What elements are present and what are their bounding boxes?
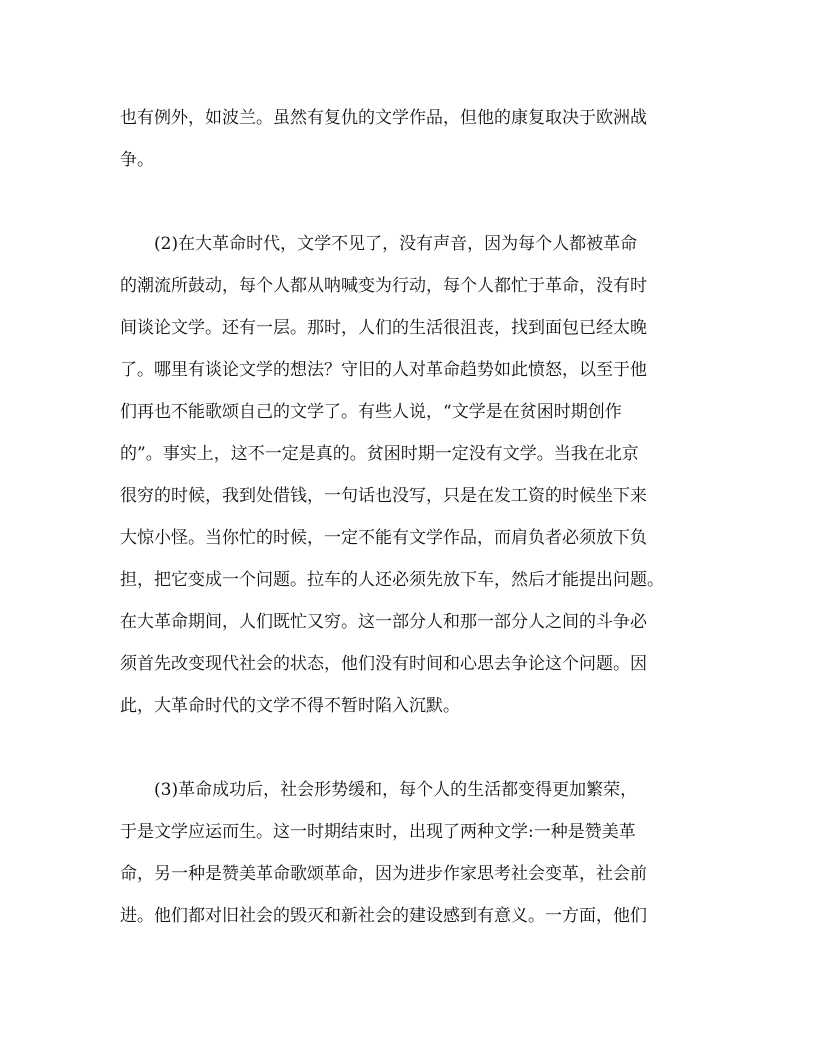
text-line: 争。 <box>120 150 154 170</box>
text-line: 间谈论文学。还有一层。那时，人们的生活很沮丧，找到面包已经太晚 <box>120 318 647 338</box>
text-line: 很穷的时候，我到处借钱，一句话也没写，只是在发工资的时候坐下来 <box>120 486 647 506</box>
text-line: 在大革命期间，人们既忙又穷。这一部分人和那一部分人之间的斗争必 <box>120 612 647 632</box>
text-line: 们再也不能歌颂自己的文学了。有些人说，“文学是在贫困时期创作 <box>120 402 622 422</box>
text-line: 于是文学应运而生。这一时期结束时，出现了两种文学:一种是赞美革 <box>120 822 636 842</box>
text-line: 的”。事实上，这不一定是真的。贫困时期一定没有文学。当我在北京 <box>120 444 639 464</box>
text-line: 命，另一种是赞美革命歌颂革命，因为进步作家思考社会变革，社会前 <box>120 864 647 884</box>
text-line: 大惊小怪。当你忙的时候，一定不能有文学作品，而肩负者必须放下负 <box>120 528 647 548</box>
text-line: 此，大革命时代的文学不得不暂时陷入沉默。 <box>120 696 460 716</box>
text-line: 了。哪里有谈论文学的想法？守旧的人对革命趋势如此愤怒，以至于他 <box>120 360 647 380</box>
text-line: 进。他们都对旧社会的毁灭和新社会的建设感到有意义。一方面，他们 <box>120 906 647 926</box>
text-line: 须首先改变现代社会的状态，他们没有时间和心思去争论这个问题。因 <box>120 654 647 674</box>
text-line: 也有例外，如波兰。虽然有复仇的文学作品，但他的康复取决于欧洲战 <box>120 108 647 128</box>
text-line: 的潮流所鼓动，每个人都从呐喊变为行动，每个人都忙于革命，没有时 <box>120 276 647 296</box>
paragraph-3-start: (3)革命成功后，社会形势缓和，每个人的生活都变得更加繁荣， <box>120 780 638 800</box>
text-line: 担，把它变成一个问题。拉车的人还必须先放下车，然后才能提出问题。 <box>120 570 664 590</box>
paragraph-2-start: (2)在大革命时代，文学不见了，没有声音，因为每个人都被革命 <box>120 234 638 254</box>
